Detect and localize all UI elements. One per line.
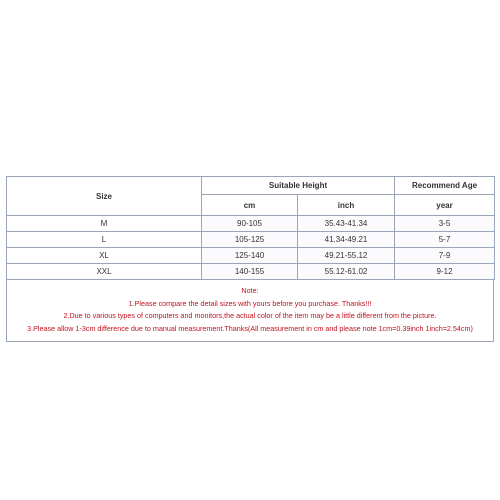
size-cell: XXL: [7, 264, 202, 280]
size-cell: L: [7, 232, 202, 248]
year-cell: 3-5: [395, 216, 495, 232]
year-cell: 5-7: [395, 232, 495, 248]
cm-cell: 140-155: [202, 264, 298, 280]
suitable-height-header: Suitable Height: [202, 177, 395, 195]
cm-header: cm: [202, 195, 298, 216]
notes-box: [6, 280, 494, 342]
cm-cell: 90-105: [202, 216, 298, 232]
size-chart: [6, 176, 494, 342]
year-cell: 7-9: [395, 248, 495, 264]
size-cell: M: [7, 216, 202, 232]
cm-cell: 105-125: [202, 232, 298, 248]
note-line-2: 2.Due to various types of computers and monitors,the actual color of the item may be a little different from the picture.: [63, 311, 437, 320]
note-line-1: 1.Please compare the detail sizes with yours before you purchase. Thanks!!!: [128, 298, 372, 308]
table-row: [7, 232, 495, 248]
size-header: Size: [7, 177, 202, 216]
note-title: Note:: [241, 286, 259, 295]
table-row: [7, 264, 495, 280]
size-table: [6, 176, 495, 280]
inch-cell: 35.43-41.34: [298, 216, 395, 232]
recommend-age-header: Recommend Age: [395, 177, 495, 195]
inch-cell: 49.21-55.12: [298, 248, 395, 264]
inch-cell: 41.34-49.21: [298, 232, 395, 248]
inch-cell: 55.12-61.02: [298, 264, 395, 280]
cm-cell: 125-140: [202, 248, 298, 264]
note-line-3: 3.Please allow 1-3cm difference due to manual measurement.Thanks(All measurement in cm and please note 1cm=0.39inch 1inch=2.54cm): [27, 323, 473, 333]
year-header: year: [395, 195, 495, 216]
size-cell: XL: [7, 248, 202, 264]
table-row: [7, 248, 495, 264]
inch-header: inch: [298, 195, 395, 216]
year-cell: 9-12: [395, 264, 495, 280]
table-row: [7, 216, 495, 232]
